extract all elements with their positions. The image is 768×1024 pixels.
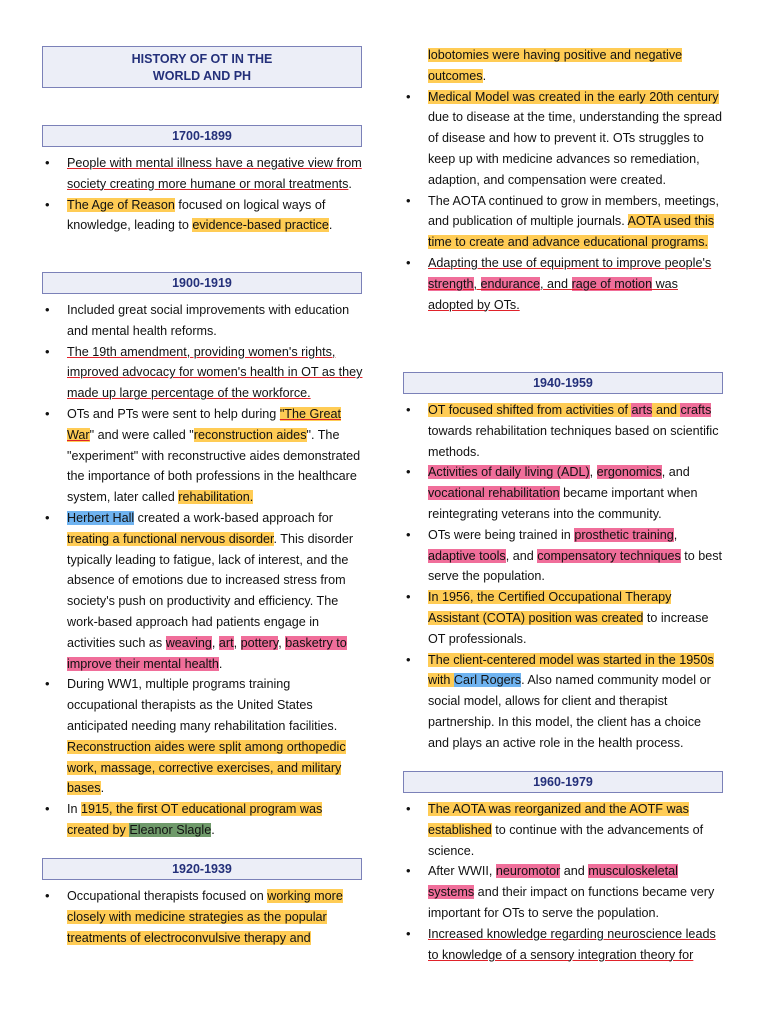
list-item: • After WWII, neuromotor and musculoskeletal systems and their impact on functions became very important for OTs to serve the population. <box>403 861 725 923</box>
section-heading-1920: 1920-1939 <box>42 858 362 880</box>
section-heading-1700: 1700-1899 <box>42 125 362 147</box>
list-item: • Occupational therapists focused on working more closely with medicine strategies as the popular treatments of electroconvulsive therapy and <box>42 886 364 948</box>
list-item: • Increased knowledge regarding neuroscience leads to knowledge of a sensory integration theory for <box>403 924 725 966</box>
title-line-1: HISTORY OF OT IN THE <box>131 52 273 66</box>
list-item: • OTs were being trained in prosthetic training, adaptive tools, and compensatory techniques to best serve the population. <box>403 525 725 587</box>
list-item: • Herbert Hall created a work-based approach for treating a functional nervous disorder. This disorder typically leading to fatigue, lack of interest, and the absence of emotions due to increased stress from society's push on productivity and efficiency. The work-based approach had patients engage in activities such as weaving, art, pottery, basketry to improve their mental health. <box>42 508 364 674</box>
list-1700 <box>42 153 364 236</box>
section-heading-1900: 1900-1919 <box>42 272 362 294</box>
list-1920 <box>42 886 364 948</box>
list-item: • The Age of Reason focused on logical ways of knowledge, leading to evidence-based practice. <box>42 195 364 237</box>
list-item: • The AOTA continued to grow in members, meetings, and publication of multiple journals. AOTA used this time to create and advance educational programs. <box>403 191 725 253</box>
list-item-continued: lobotomies were having positive and negative outcomes. <box>428 48 683 83</box>
list-1900 <box>42 300 364 841</box>
list-1920-continued <box>403 45 725 315</box>
list-item: • Medical Model was created in the early 20th century due to disease at the time, understanding the spread of disease and how to prevent it. OTs struggles to keep up with medicine advances so remediation, adaption, and compensation were created. <box>403 87 725 191</box>
list-1940 <box>403 400 725 754</box>
document-title <box>42 46 362 88</box>
list-item: • Activities of daily living (ADL), ergonomics, and vocational rehabilitation became important when reintegrating veterans into the community. <box>403 462 725 524</box>
list-item: • People with mental illness have a negative view from society creating more humane or moral treatments. <box>42 153 364 195</box>
list-item: • Included great social improvements with education and mental health reforms. <box>42 300 364 342</box>
section-heading-1960: 1960-1979 <box>403 771 723 793</box>
list-item: • The client-centered model was started in the 1950s with Carl Rogers. Also named community model or social model, allows for client and therapist partnership. In this model, the client has a choice and plays an active role in the health process. <box>403 650 725 754</box>
section-heading-1940: 1940-1959 <box>403 372 723 394</box>
list-item: • OTs and PTs were sent to help during "The Great War" and were called "reconstruction aides". The "experiment" with reconstructive aides demonstrated the importance of both professions in the healthcare system, later called rehabilitation. <box>42 404 364 508</box>
list-item: • In 1915, the first OT educational program was created by Eleanor Slagle. <box>42 799 364 841</box>
list-item: • OT focused shifted from activities of arts and crafts towards rehabilitation techniques based on scientific methods. <box>403 400 725 462</box>
list-1960 <box>403 799 725 965</box>
title-line-2: WORLD AND PH <box>152 69 252 83</box>
list-item: • Adapting the use of equipment to improve people's strength, endurance, and rage of motion was adopted by OTs. <box>403 253 725 315</box>
list-item: • The 19th amendment, providing women's rights, improved advocacy for women's health in OT as they made up large percentage of the workforce. <box>42 342 364 404</box>
list-item: • During WW1, multiple programs training occupational therapists as the United States anticipated needing many rehabilitation facilities. Reconstruction aides were split among orthopedic work, massage, corrective exercises, and military bases. <box>42 674 364 799</box>
list-item: • The AOTA was reorganized and the AOTF was established to continue with the advancements of science. <box>403 799 725 861</box>
list-item: • In 1956, the Certified Occupational Therapy Assistant (COTA) position was created to increase OT professionals. <box>403 587 725 649</box>
